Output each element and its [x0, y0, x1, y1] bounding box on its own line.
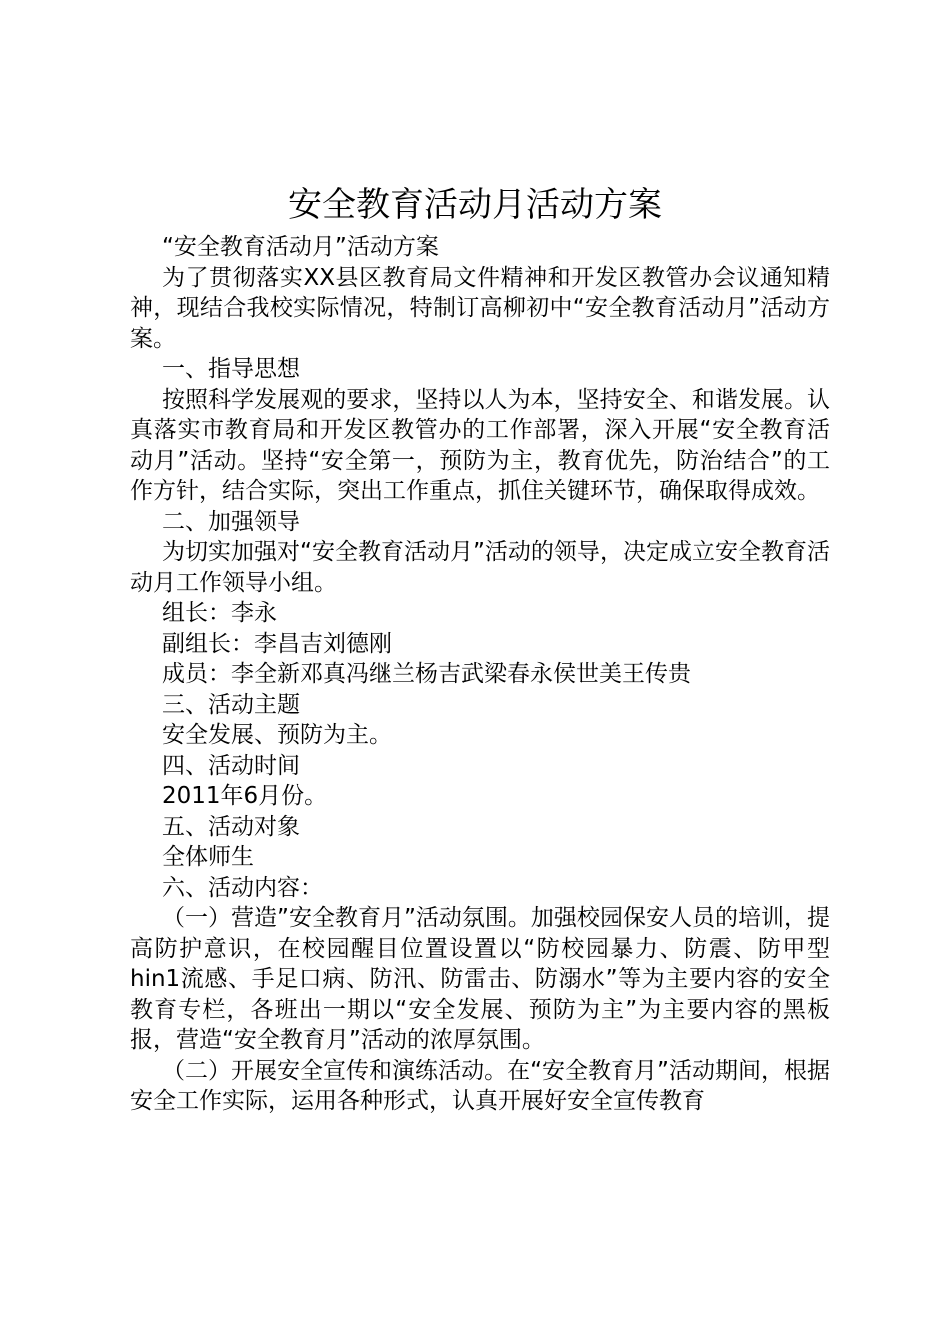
- section-heading-time: 四、活动时间: [162, 752, 300, 779]
- paragraph-intro: 为了贯彻落实XX县区教育局文件精神和开发区教管办会议通知精神，现结合我校实际情况，特制订高柳初中“安全教育活动月”活动方案。: [130, 264, 830, 352]
- section-heading-leadership: 二、加强领导: [162, 508, 300, 535]
- paragraph-time: 2011年6月份。: [162, 783, 328, 809]
- paragraph-leadership: 为切实加强对“安全教育活动月”活动的领导，决定成立安全教育活动月工作领导小组。: [130, 539, 830, 596]
- document-title: 安全教育活动月活动方案: [288, 185, 662, 225]
- section-heading-content: 六、活动内容：: [162, 874, 323, 901]
- leader-line: 组长：李永: [162, 600, 277, 626]
- members-line: 成员：李全新邓真冯继兰杨吉武梁春永侯世美王传贵: [162, 661, 691, 687]
- paragraph-audience: 全体师生: [162, 844, 254, 870]
- paragraph-content-2: （二）开展安全宣传和演练活动。在“安全教育月”活动期间，根据安全工作实际，运用各种形式，认真开展好安全宣传教育: [130, 1057, 830, 1114]
- section-heading-audience: 五、活动对象: [162, 813, 300, 840]
- paragraph-content-1: （一）营造”安全教育月”活动氛围。加强校园保安人员的培训，提高防护意识，在校园醒目位置设置以“防校园暴力、防震、防甲型hin1流感、手足口病、防汛、防雷击、防溺水”等为主要内容的安全教育专栏，各班出一期以“安全发展、预防为主”为主要内容的黑板报，营造“安全教育月”活动的浓厚氛围。: [130, 905, 830, 1053]
- section-heading-theme: 三、活动主题: [162, 691, 300, 718]
- deputy-leader-line: 副组长：李昌吉刘德刚: [162, 630, 392, 657]
- paragraph-guiding-ideology: 按照科学发展观的要求，坚持以人为本，坚持安全、和谐发展。认真落实市教育局和开发区教管办的工作部署，深入开展“安全教育活动月”活动。坚持“安全第一，预防为主，教育优先，防治结合”的工作方针，结合实际，突出工作重点，抓住关键环节，确保取得成效。: [130, 386, 830, 504]
- paragraph-theme: 安全发展、预防为主。: [162, 722, 392, 748]
- section-heading-guiding-ideology: 一、指导思想: [162, 356, 300, 382]
- paragraph-subtitle: “安全教育活动月”活动方案: [162, 234, 439, 260]
- document-body: [130, 232, 830, 1117]
